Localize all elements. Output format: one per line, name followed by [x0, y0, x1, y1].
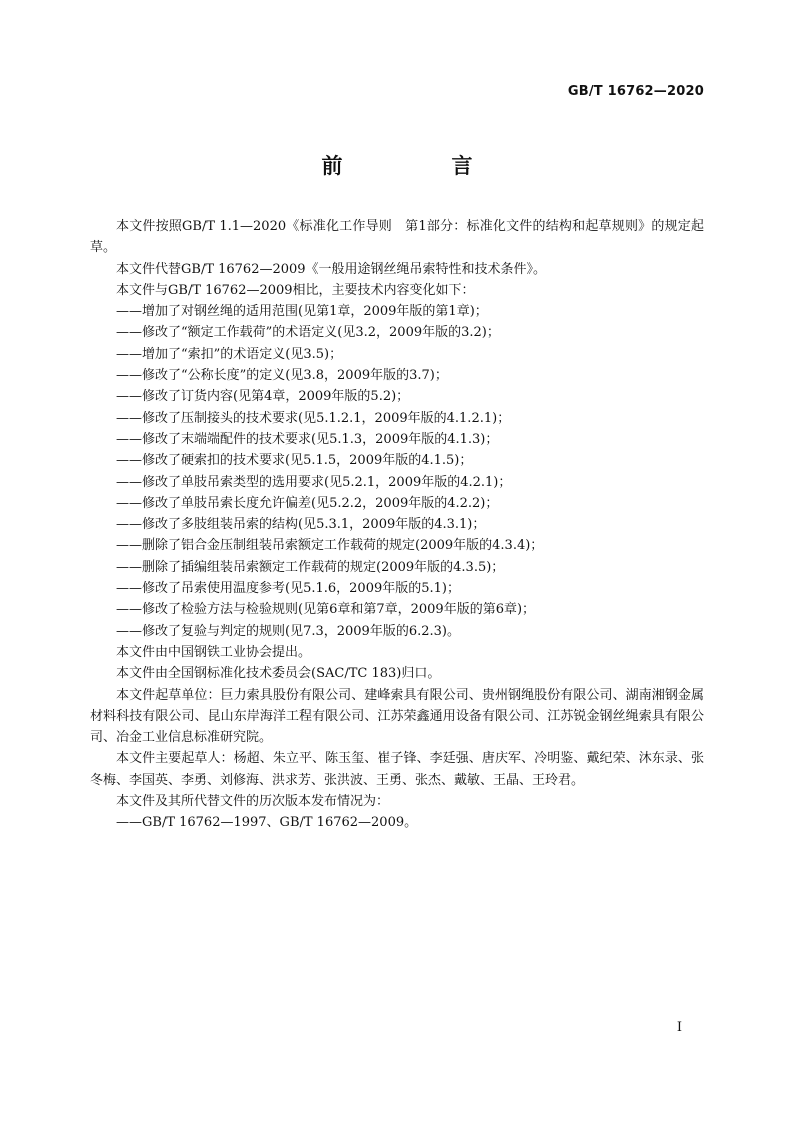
foreword-body	[90, 216, 704, 834]
change-item: ——修改了“公称长度”的定义(见3.8，2009年版的3.7)；	[116, 368, 448, 384]
change-item: ——修改了多肢组装吊索的结构(见5.3.1，2009年版的4.3.1)；	[116, 517, 486, 533]
change-item: ——修改了单肢吊索长度允许偏差(见5.2.2，2009年版的4.2.2)；	[116, 495, 499, 511]
change-item: ——删除了插编组装吊索额定工作载荷的规定(2009年版的4.3.5)；	[116, 559, 505, 575]
paragraph-drafters: 本文件主要起草人：杨超、朱立平、陈玉玺、崔子锋、李廷强、唐庆军、冷明鉴、戴纪荣、沐东录、张冬梅、李国英、李勇、刘修海、洪求芳、张洪波、王勇、张杰、戴敏、王晶、王玲君。	[90, 751, 704, 788]
page-title: 前 言	[321, 154, 517, 178]
change-item: ——修改了硬索扣的技术要求(见5.1.5，2009年版的4.1.5)；	[116, 453, 473, 469]
change-item: ——修改了末端端配件的技术要求(见5.1.3，2009年版的4.1.3)；	[116, 431, 499, 447]
history-item: ——GB/T 16762—1997、GB/T 16762—2009。	[116, 815, 418, 831]
change-item: ——增加了“索扣”的术语定义(见3.5)；	[116, 346, 343, 362]
change-item: ——删除了铝合金压制组装吊索额定工作载荷的规定(2009年版的4.3.4)；	[116, 538, 544, 554]
change-item: ——修改了吊索使用温度参考(见5.1.6，2009年版的5.1)；	[116, 581, 460, 597]
change-item: ——增加了对钢丝绳的适用范围(见第1章，2009年版的第1章)；	[116, 304, 488, 320]
change-item: ——修改了检验方法与检验规则(见第6章和第7章，2009年版的第6章)；	[116, 602, 536, 618]
change-item: ——修改了单肢吊索类型的选用要求(见5.2.1，2009年版的4.2.1)；	[116, 474, 512, 490]
change-item: ——修改了“额定工作载荷”的术语定义(见3.2，2009年版的3.2)；	[116, 325, 500, 341]
change-item: ——修改了订货内容(见第4章，2009年版的5.2)；	[116, 389, 410, 405]
change-item: ——修改了压制接头的技术要求(见5.1.2.1，2009年版的4.1.2.1)；	[116, 410, 511, 426]
standard-number: GB/T 16762—2020	[567, 84, 704, 99]
change-item: ——修改了复验与判定的规则(见7.3，2009年版的6.2.3)。	[116, 623, 460, 639]
paragraph-drafting-units: 本文件起草单位：巨力索具股份有限公司、建峰索具有限公司、贵州钢绳股份有限公司、湖南湘钢金属材料科技有限公司、昆山东岸海洋工程有限公司、江苏荣鑫通用设备有限公司、江苏锐金钢丝绳索具有限公司、冶金工业信息标准研究院。	[90, 687, 704, 746]
paragraph-proposed-by: 本文件由中国钢铁工业协会提出。	[116, 644, 312, 660]
paragraph-administered-by: 本文件由全国钢标准化技术委员会(SAC/TC 183)归口。	[116, 666, 441, 682]
page-number: I	[676, 1020, 682, 1035]
paragraph-history-intro: 本文件及其所代替文件的历次版本发布情况为：	[116, 794, 390, 810]
paragraph-replaces: 本文件代替GB/T 16762—2009《一般用途钢丝绳吊索特性和技术条件》。	[116, 261, 547, 277]
paragraph-drafting-rules: 本文件按照GB/T 1.1—2020《标准化工作导则 第1部分：标准化文件的结构和起草规则》的规定起草。	[90, 219, 704, 256]
paragraph-changes-intro: 本文件与GB/T 16762—2009相比，主要技术内容变化如下：	[116, 282, 475, 298]
